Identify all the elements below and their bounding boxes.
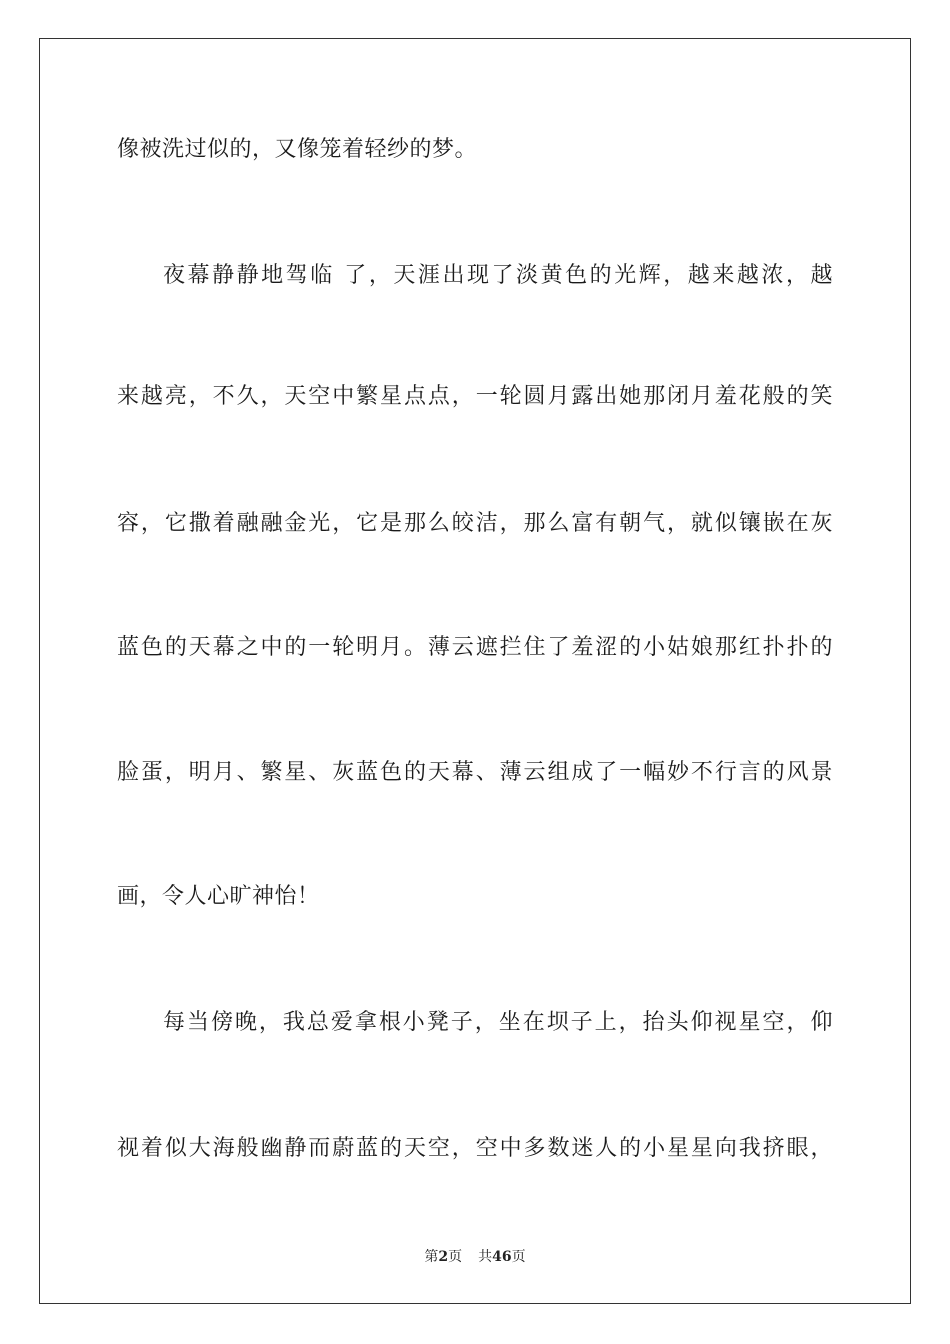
text-line-7: 画，令人心旷神怡！ (117, 884, 320, 909)
footer-page-number: 2 (438, 1249, 449, 1265)
page-footer (0, 1248, 950, 1266)
text-line-8: 每当傍晚，我总爱拿根小凳子，坐在坝子上，抬头仰视星空，仰 (163, 1010, 833, 1035)
footer-page-prefix: 第 (424, 1249, 439, 1265)
footer-page-suffix: 页 (448, 1249, 463, 1265)
text-line-4: 容，它撒着融融金光，它是那么皎洁，那么富有朝气，就似镶嵌在灰 (117, 511, 833, 536)
text-line-5: 蓝色的天幕之中的一轮明月。薄云遮拦住了羞涩的小姑娘那红扑扑的 (117, 635, 833, 660)
footer-total-prefix: 共 (478, 1249, 493, 1265)
text-line-6: 脸蛋，明月、繁星、灰蓝色的天幕、薄云组成了一幅妙不行言的风景 (117, 760, 833, 785)
footer-total-number: 46 (492, 1249, 512, 1265)
page-frame (39, 38, 911, 1304)
text-line-2: 夜幕静静地驾临 了，天涯出现了淡黄色的光辉，越来越浓，越 (163, 263, 833, 288)
text-line-3: 来越亮，不久，天空中繁星点点，一轮圆月露出她那闭月羞花般的笑 (117, 384, 833, 409)
footer-total-suffix: 页 (511, 1249, 526, 1265)
text-line-1: 像被洗过似的，又像笼着轻纱的梦。 (117, 137, 478, 162)
text-line-9: 视着似大海般幽静而蔚蓝的天空，空中多数迷人的小星星向我挤眼， (117, 1136, 833, 1161)
